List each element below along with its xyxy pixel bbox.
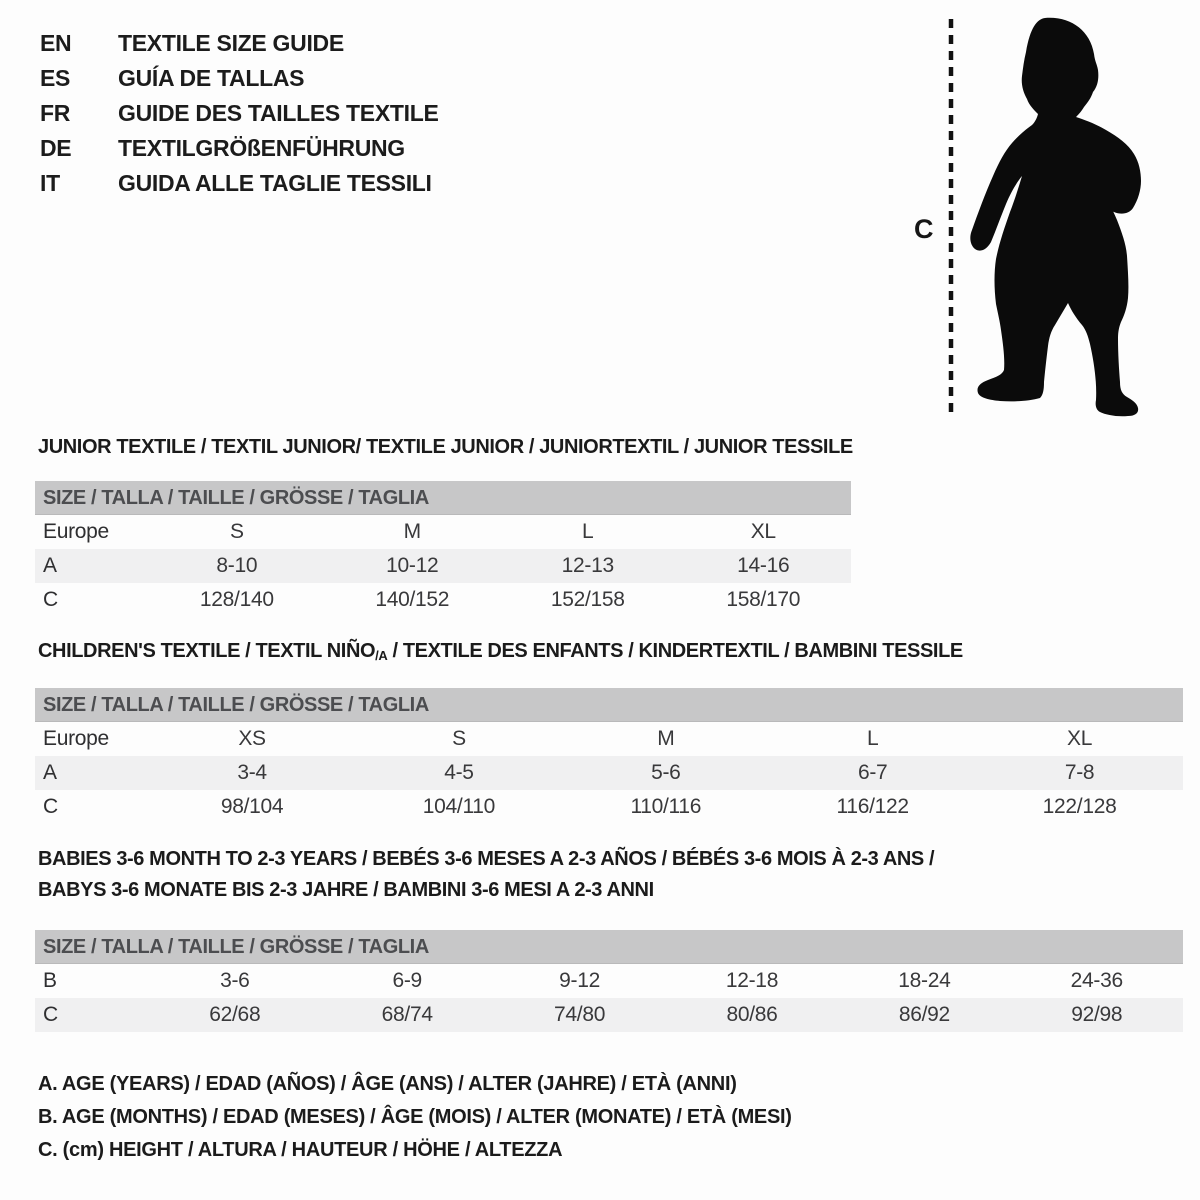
table-cell: 6-9 xyxy=(392,969,422,992)
size-header-bar: SIZE / TALLA / TAILLE / GRÖSSE / TAGLIA xyxy=(35,688,1183,722)
table-cell: 9-12 xyxy=(559,969,600,992)
lang-row-es xyxy=(40,61,439,96)
table-cell: 10-12 xyxy=(386,554,439,577)
table-cell: L xyxy=(582,520,594,543)
table-cell: 92/98 xyxy=(1071,1003,1123,1026)
lang-row-en xyxy=(40,26,439,61)
table-cell: 62/68 xyxy=(209,1003,261,1026)
table-row-europe xyxy=(35,515,851,549)
measurement-legend xyxy=(38,1068,792,1167)
lang-row-fr xyxy=(40,96,439,131)
table-cell: 18-24 xyxy=(898,969,951,992)
table-cell: 3-4 xyxy=(237,761,267,784)
table-cell: M xyxy=(657,727,675,750)
lang-row-de xyxy=(40,131,439,166)
table-cell: C xyxy=(43,588,58,611)
table-cell: Europe xyxy=(43,520,109,543)
table-cell: XL xyxy=(1067,727,1093,750)
table-row-age-months xyxy=(35,964,1183,998)
table-cell: 122/128 xyxy=(1042,795,1117,818)
lang-code: IT xyxy=(40,170,60,196)
heading-text: / TEXTILE DES ENFANTS / KINDERTEXTIL / BAMBINI TESSILE xyxy=(387,640,963,662)
table-cell: XS xyxy=(238,727,266,750)
table-cell: S xyxy=(452,727,466,750)
table-cell: 104/110 xyxy=(422,795,496,818)
lang-title: GUÍA DE TALLAS xyxy=(118,65,305,91)
table-row-europe xyxy=(35,722,1183,756)
table-cell: 98/104 xyxy=(220,795,284,818)
table-cell: C xyxy=(43,1003,58,1026)
table-cell: 128/140 xyxy=(199,588,274,611)
table-cell: 68/74 xyxy=(381,1003,433,1026)
table-cell: 140/152 xyxy=(375,588,450,611)
height-measure-label: C xyxy=(914,214,934,244)
language-title-block xyxy=(40,26,439,201)
heading-line: BABIES 3-6 MONTH TO 2-3 YEARS / BEBÉS 3-6 MESES A 2-3 AÑOS / BÉBÉS 3-6 MOIS À 2-3 ANS / xyxy=(38,848,935,870)
table-cell: 3-6 xyxy=(220,969,250,992)
table-row-age xyxy=(35,756,1183,790)
heading-line: BABYS 3-6 MONATE BIS 2-3 JAHRE / BAMBINI 3-6 MESI A 2-3 ANNI xyxy=(38,879,654,901)
lang-title: TEXTILGRÖßENFÜHRUNG xyxy=(118,135,405,161)
table-row-age xyxy=(35,549,851,583)
lang-code: FR xyxy=(40,100,71,126)
table-row-height xyxy=(35,998,1183,1032)
table-cell: 158/170 xyxy=(726,588,801,611)
lang-title: GUIDA ALLE TAGLIE TESSILI xyxy=(118,170,432,196)
table-cell: B xyxy=(43,969,57,992)
lang-row-it xyxy=(40,166,439,201)
children-size-table xyxy=(35,688,1183,824)
lang-title: GUIDE DES TAILLES TEXTILE xyxy=(118,100,439,126)
size-header-bar: SIZE / TALLA / TAILLE / GRÖSSE / TAGLIA xyxy=(35,930,1183,964)
table-row-height xyxy=(35,790,1183,824)
lang-code: EN xyxy=(40,30,72,56)
babies-size-table xyxy=(35,930,1183,1032)
table-cell: L xyxy=(866,727,879,750)
toddler-silhouette-icon xyxy=(960,14,1200,420)
table-cell: 110/116 xyxy=(630,795,702,818)
table-cell: 5-6 xyxy=(651,761,681,784)
table-cell: 116/122 xyxy=(836,795,909,818)
table-cell: 152/158 xyxy=(550,588,625,611)
legend-line-c: C. (cm) HEIGHT / ALTURA / HAUTEUR / HÖHE / ALTEZZA xyxy=(38,1139,563,1161)
table-cell: A xyxy=(43,554,57,577)
table-cell: 6-7 xyxy=(857,761,888,784)
junior-size-table xyxy=(35,481,851,617)
lang-code: ES xyxy=(40,65,71,91)
table-cell: 74/80 xyxy=(554,1003,606,1026)
heading-subscript: /A xyxy=(375,648,388,663)
table-cell: M xyxy=(403,520,421,543)
children-section-heading xyxy=(38,640,963,663)
junior-section-heading: JUNIOR TEXTILE / TEXTIL JUNIOR/ TEXTILE JUNIOR / JUNIORTEXTIL / JUNIOR TESSILE xyxy=(38,436,853,458)
table-cell: 14-16 xyxy=(737,554,790,577)
table-cell: 80/86 xyxy=(726,1003,778,1026)
heading-text: CHILDREN'S TEXTILE / TEXTIL NIÑO xyxy=(38,640,376,662)
table-cell: XL xyxy=(750,520,776,543)
table-row-height xyxy=(35,583,851,617)
table-cell: 7-8 xyxy=(1064,761,1095,784)
table-cell: 4-5 xyxy=(444,761,474,784)
size-header-bar: SIZE / TALLA / TAILLE / GRÖSSE / TAGLIA xyxy=(35,481,851,515)
table-cell: 12-13 xyxy=(561,554,614,577)
legend-line-a: A. AGE (YEARS) / EDAD (AÑOS) / ÂGE (ANS) / ALTER (JAHRE) / ETÀ (ANNI) xyxy=(38,1073,737,1095)
table-cell: 24-36 xyxy=(1070,969,1123,992)
table-cell: 86/92 xyxy=(898,1003,950,1026)
table-cell: A xyxy=(43,761,57,784)
babies-section-heading xyxy=(38,844,934,906)
table-cell: 8-10 xyxy=(216,554,258,577)
legend-line-b: B. AGE (MONTHS) / EDAD (MESES) / ÂGE (MOIS) / ALTER (MONATE) / ETÀ (MESI) xyxy=(38,1106,792,1128)
table-cell: 12-18 xyxy=(725,969,779,992)
table-cell: S xyxy=(229,520,244,543)
lang-title: TEXTILE SIZE GUIDE xyxy=(118,30,344,56)
lang-code: DE xyxy=(40,135,72,161)
height-measure-dashed-line xyxy=(945,17,957,419)
table-cell: Europe xyxy=(43,727,109,750)
table-cell: C xyxy=(43,795,58,818)
